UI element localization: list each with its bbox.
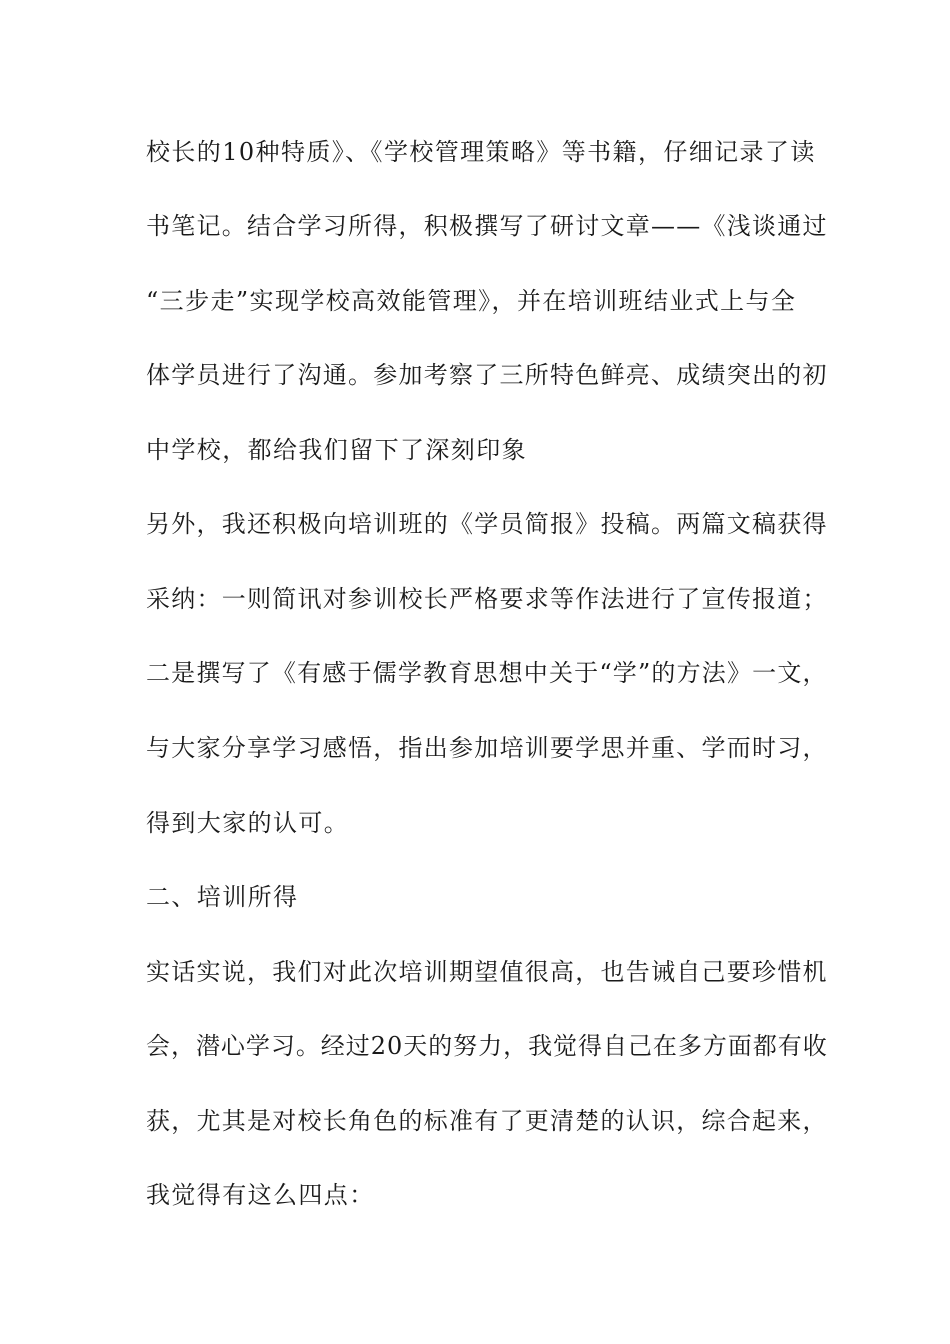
text-line: 校长的10种特质》、《学校管理策略》等书籍，仔细记录了读 xyxy=(146,138,816,166)
text-line: 二是撰写了《有感于儒学教育思想中关于“学”的方法》一文， xyxy=(146,659,828,687)
text-line: 实话实说，我们对此次培训期望值很高，也告诫自己要珍惜机 xyxy=(146,958,828,986)
text-line: 另外，我还积极向培训班的《学员简报》投稿。两篇文稿获得 xyxy=(146,510,828,538)
text-line: 中学校，都给我们留下了深刻印象 xyxy=(146,436,527,464)
text-line: 采纳：一则简讯对参训校长严格要求等作法进行了宣传报道； xyxy=(146,585,828,613)
text-line: 我觉得有这么四点： xyxy=(146,1181,375,1209)
text-line: “三步走”实现学校高效能管理》，并在培训班结业式上与全 xyxy=(146,287,797,315)
section-heading: 二、培训所得 xyxy=(146,883,299,911)
text-line: 会，潜心学习。经过20天的努力，我觉得自己在多方面都有收 xyxy=(146,1032,828,1060)
text-line: 得到大家的认可。 xyxy=(146,809,350,837)
text-line: 书笔记。结合学习所得，积极撰写了研讨文章——《浅谈通过 xyxy=(146,212,828,240)
text-line: 获，尤其是对校长角色的标准有了更清楚的认识，综合起来， xyxy=(146,1107,828,1135)
text-line: 与大家分享学习感悟，指出参加培训要学思并重、学而时习， xyxy=(146,734,828,762)
text-line: 体学员进行了沟通。参加考察了三所特色鲜亮、成绩突出的初 xyxy=(146,361,828,389)
